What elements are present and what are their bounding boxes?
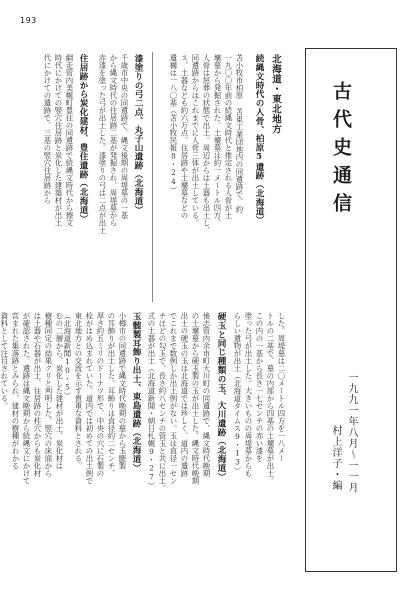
- article-heading: 続縄文時代の人骨、柏原5遺跡（北海道）: [254, 54, 264, 225]
- divider: [152, 52, 153, 302]
- body-line: 樹種同定の結果クリと判明した。竪穴の床面から: [44, 312, 53, 477]
- body-line: 東北地方との交流を示す貴重な資料とされる。: [74, 312, 83, 470]
- body-line: 壙墓から発掘された。土壙墓は約一メートル四方、: [213, 54, 222, 227]
- article-body-5: [62, 312, 128, 485]
- body-line: 式の土器が出土（北海道新聞・朝日札幌9・27）: [147, 312, 156, 490]
- body-line: 千歳市中央の同遺跡で、縄文後期の周堤墓の一基: [120, 54, 129, 219]
- body-line: 営まれた集落跡とみられ、建材の樹種がわかる: [11, 312, 20, 470]
- editor-credit: 村上洋子・編: [330, 425, 341, 491]
- body-line: した。周堤墓は二〇メートル四方を一八メー: [277, 312, 286, 462]
- body-line: が確認された。遺跡は縄文晩期から続縄文にかけて: [22, 312, 31, 485]
- body-line: 一九〇〇年前の続縄文時代と推定される人骨が土: [224, 54, 233, 219]
- body-line: らしい遺物が出土（北海道タイムス9・13）: [233, 312, 242, 475]
- region-heading: 北海道・東北地方: [270, 54, 281, 134]
- body-line: から縄文時代の住居跡二基が発掘され、周堤墓から: [109, 54, 118, 227]
- body-line: 小樽市の同遺跡で縄文時代晩期の墓から玉髄製: [118, 312, 127, 470]
- article-body-3: [42, 54, 75, 227]
- date-range: 一九九一年八月〜一一月: [346, 372, 357, 493]
- article-heading: 漆塗りの弓二点、丸子山遺跡（北海道）: [133, 54, 143, 215]
- body-line: の土壙墓から硬玉製の玉が出土した。縄文時代晩期: [191, 312, 200, 485]
- page-number: 193: [20, 16, 37, 25]
- body-line: （北海道新聞10・5）: [63, 312, 72, 400]
- article-heading: 玉髄製耳飾り出土、東島遺跡（北海道）: [131, 312, 141, 473]
- body-line: 厚さ約五ミリのドーナツ形で、中央の穴に石製の: [96, 312, 105, 477]
- body-line: 後志管内余市町大川町の同遺跡で、縄文時代晩期: [202, 312, 211, 477]
- body-line: は土器や石器が出土、住居跡の柱穴からも炭化材: [33, 312, 42, 477]
- trailing-text: [0, 312, 65, 485]
- body-line: 同遺跡からはこれまでに人骨三体が出土している。: [191, 54, 200, 227]
- body-line: 網走管内美幌町豊住の同遺跡で続縄文時代から擦文: [65, 54, 74, 227]
- body-line: 出土の硬玉の玉は北海道では珍しく、道内の遺跡: [180, 312, 189, 477]
- body-line: むの二層から、炭化した建材が出土。炭化材は: [55, 312, 64, 470]
- body-line: 赤漆を塗った弓が出土した。漆塗りの弓は二点が出土: [98, 54, 107, 234]
- body-line: 栓がはめ込まれていた。道内では初めての出土例で: [85, 312, 94, 485]
- body-line: の耳飾りが出土した。耳飾りは直径約二センチ、: [107, 312, 116, 477]
- body-line: 代にかけての遺跡で、三基の竪穴住居跡から: [43, 54, 52, 204]
- body-line: チほどの勾玉で、長さ約八センチの管玉と共に出土。: [158, 312, 167, 492]
- body-line: 資料として注目されている。: [0, 312, 9, 410]
- body-line: でこれまで数例しか出土例がない。玉は直径一セン: [169, 312, 178, 485]
- body-line: 人骨は屈葬の状態で出土。周辺からは土器も出土し、: [202, 54, 211, 234]
- body-line: 苫小牧市柏原 苫東工業団地内の同遺跡で、約: [235, 54, 244, 214]
- book-title: 古代史通信: [330, 81, 352, 221]
- article-heading: 硬玉と同じ種類の玉、大川遺跡（北海道）: [216, 312, 226, 482]
- article-body-1: [168, 54, 245, 234]
- body-line: 塗った弓が出土した。大きいものの周堤墓からも: [244, 312, 253, 477]
- body-line: ス、土器なども約六万点、住居跡や土壙墓などの: [180, 54, 189, 219]
- lead-text: [232, 312, 287, 485]
- body-line: トルの二基で、墓の内部から四基の土壙墓が出土。: [266, 312, 275, 485]
- article-body-2: [97, 54, 130, 234]
- article-body-4: [146, 312, 212, 492]
- article-heading: 住居跡から炭化建材、豊住遺跡（北海道）: [78, 54, 88, 224]
- body-line: 時代にかけての竪穴住居跡と炭化した建築材が出土: [54, 54, 63, 227]
- body-line: 遺構は一八〇基（苫小牧民報8・24）: [169, 54, 178, 194]
- body-line: この内の一基から長さ一七センチの赤い漆を: [255, 312, 264, 462]
- title-box: [305, 48, 397, 572]
